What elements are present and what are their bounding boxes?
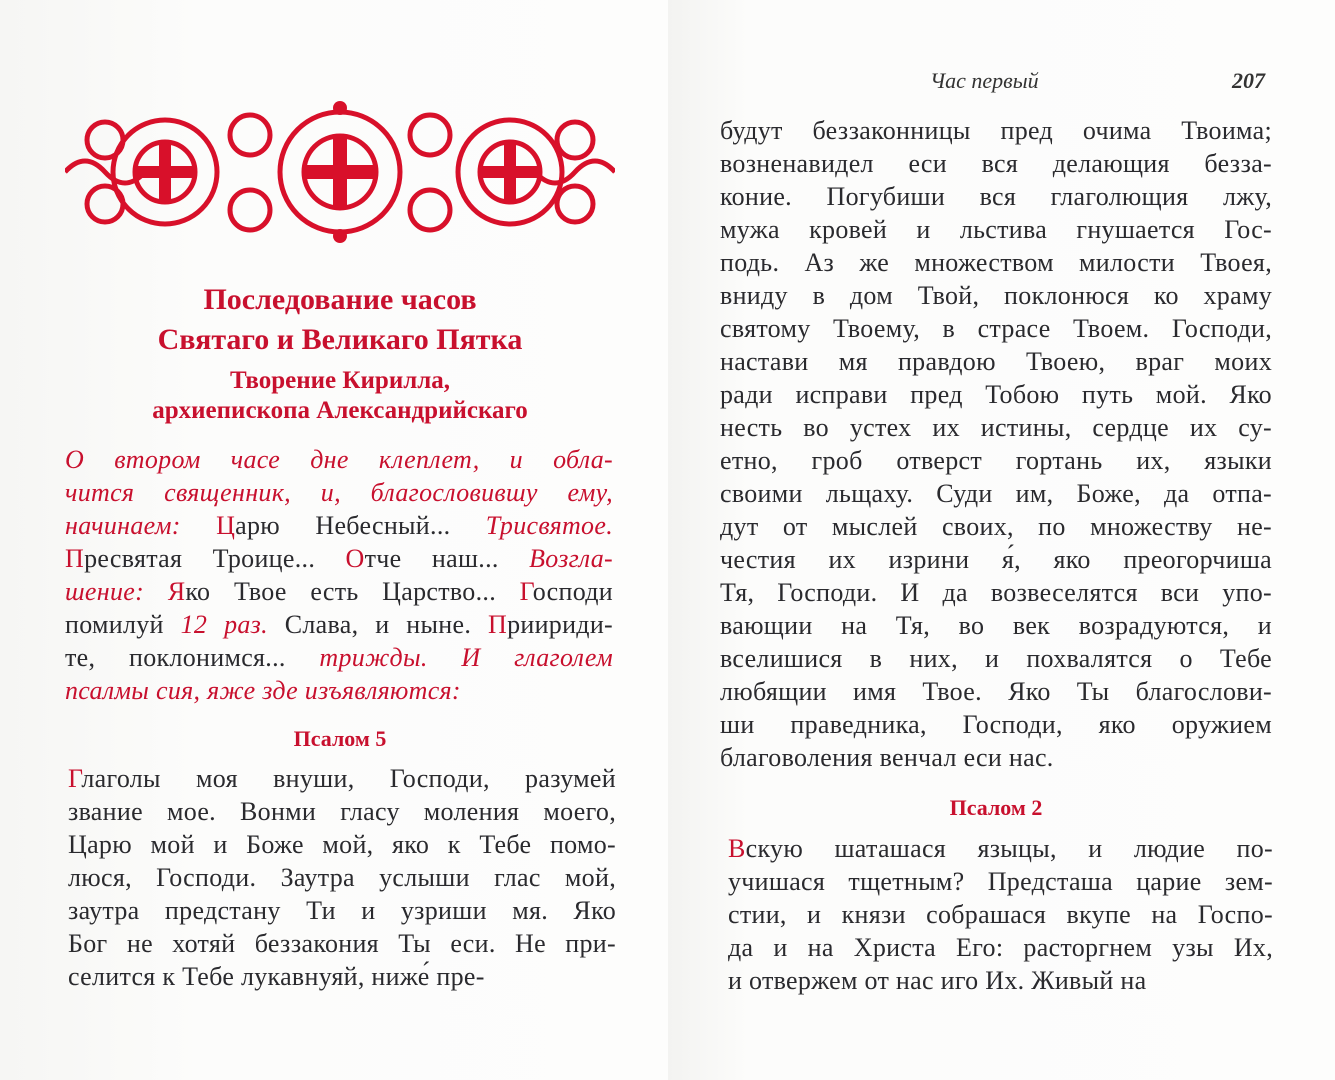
body-text: настави мя правдою Твоею, враг моих xyxy=(720,347,1272,376)
psalm-heading-5: Псалом 5 xyxy=(293,726,387,751)
text-line xyxy=(65,674,613,707)
text-line xyxy=(65,443,613,476)
title-line-1: Последование часов xyxy=(203,283,477,316)
text-line xyxy=(720,741,1272,774)
rubric-text: 12 раз. xyxy=(180,610,285,639)
body-text: селится к Тебе лукавнуяй, ниже́ пре- xyxy=(68,962,485,991)
subtitle-line-2: архиепископа Александрийскаго xyxy=(152,397,528,424)
body-text: вающии на Тя, во век возрадуются, и xyxy=(720,611,1272,640)
body-text: ради исправи пред Тобою путь мой. Яко xyxy=(720,380,1272,409)
body-text: святому Твоему, в страсе Твоем. Господи, xyxy=(720,314,1272,343)
psalm-2-text xyxy=(728,832,1273,997)
rubric-text: Я xyxy=(167,577,186,606)
body-text: скую шаташася языцы, и людие по- xyxy=(745,834,1273,863)
text-line xyxy=(720,477,1272,510)
text-line xyxy=(720,543,1272,576)
text-line xyxy=(68,828,616,861)
text-line xyxy=(720,312,1272,345)
body-text: арю Небесный... xyxy=(235,511,486,540)
body-text: будут беззаконницы пред очима Твоима; xyxy=(720,116,1272,145)
rubric-text: Г xyxy=(519,577,533,606)
body-text: да и на Христа Его: расторгнем узы Их, xyxy=(728,933,1273,962)
rubric-text: П xyxy=(65,544,85,573)
body-text: осподи xyxy=(532,577,613,606)
text-line xyxy=(720,708,1272,741)
text-line xyxy=(720,609,1272,642)
right-page xyxy=(668,0,1335,1080)
body-text: лаголы моя внуши, Господи, разумей xyxy=(81,764,616,793)
body-text: подь. Аз же множеством милости Твоея, xyxy=(720,248,1272,277)
text-line xyxy=(65,476,613,509)
rubric-paragraph xyxy=(65,443,613,707)
text-line xyxy=(68,795,616,828)
rubric-text: шение: xyxy=(65,577,168,606)
body-text: несть во устех их истины, сердце их су- xyxy=(720,413,1272,442)
body-text: те, поклонимся... xyxy=(65,643,320,672)
text-line xyxy=(728,964,1273,997)
rubric-text: О xyxy=(345,544,365,573)
psalm-5-continued xyxy=(720,114,1272,774)
text-line xyxy=(68,927,616,960)
running-title: Час первый xyxy=(930,68,1039,93)
text-line xyxy=(65,575,613,608)
rubric-text: начинаем: xyxy=(65,511,217,540)
text-line xyxy=(65,542,613,575)
body-text: риириди- xyxy=(507,610,614,639)
text-line xyxy=(720,510,1272,543)
text-line xyxy=(65,641,613,674)
body-text: звание мое. Вонми гласу моления моего, xyxy=(68,797,616,826)
body-text: ши праведника, Господи, яко оружием xyxy=(720,710,1272,739)
text-line xyxy=(720,147,1272,180)
body-text: Слава, и ныне. xyxy=(284,610,488,639)
body-text: коние. Погубиши вся глаголющия лжу, xyxy=(720,182,1272,211)
rubric-text: Возгла- xyxy=(529,544,613,573)
text-line xyxy=(720,411,1272,444)
text-line xyxy=(68,861,616,894)
text-line xyxy=(720,675,1272,708)
page-number: 207 xyxy=(1232,68,1265,93)
body-text: дут от мыслей своих, по множеству не- xyxy=(720,512,1272,541)
text-line xyxy=(68,762,616,795)
text-line xyxy=(720,345,1272,378)
body-text: Бог не хотяй беззакония Ты еси. Не при- xyxy=(68,929,616,958)
text-line xyxy=(720,246,1272,279)
rubric-text: В xyxy=(728,834,746,863)
text-line xyxy=(68,894,616,927)
text-line xyxy=(68,960,616,993)
ornament-headpiece xyxy=(65,100,615,245)
body-text: своими льщаху. Суди им, Боже, да отпа- xyxy=(720,479,1272,508)
psalm-5-text xyxy=(68,762,616,993)
body-text: ко Твое есть Царство... xyxy=(185,577,520,606)
body-text: и отвержем от нас иго Их. Живый на xyxy=(728,966,1147,995)
text-line xyxy=(720,114,1272,147)
body-text: ресвятая Троице... xyxy=(84,544,346,573)
body-text: Царю мой и Боже мой, яко к Тебе помо- xyxy=(68,830,616,859)
rubric-text: Ц xyxy=(216,511,236,540)
text-line xyxy=(720,279,1272,312)
text-line xyxy=(720,180,1272,213)
text-line xyxy=(65,509,613,542)
body-text: помилуй xyxy=(65,610,181,639)
rubric-text: псалмы сия, яже зде изъявляются: xyxy=(65,676,461,705)
rubric-text: Трисвятое. xyxy=(485,511,613,540)
text-line xyxy=(728,865,1273,898)
text-line xyxy=(720,576,1272,609)
text-line xyxy=(720,213,1272,246)
rubric-text: П xyxy=(487,610,508,639)
text-line xyxy=(65,608,613,641)
title-line-2: Святаго и Великаго Пятка xyxy=(157,323,523,356)
text-line xyxy=(720,378,1272,411)
text-line xyxy=(728,832,1273,865)
body-text: Тя, Господи. И да возвеселятся вси упо- xyxy=(720,578,1272,607)
body-text: учишася тщетным? Предсташа царие зем- xyxy=(728,867,1273,896)
subtitle-line-1: Творение Кирилла, xyxy=(229,367,451,394)
body-text: вселишися в них, и похвалятся о Тебе xyxy=(720,644,1272,673)
text-line xyxy=(720,642,1272,675)
rubric-text: трижды. И глаголем xyxy=(319,643,613,672)
body-text: люся, Господи. Заутра услыши глас мой, xyxy=(68,863,616,892)
text-line xyxy=(728,931,1273,964)
text-line xyxy=(720,444,1272,477)
body-text: заутра предстану Ти и узриши мя. Яко xyxy=(68,896,616,925)
body-text: любящии имя Твое. Яко Ты благослови- xyxy=(720,677,1272,706)
text-line xyxy=(728,898,1273,931)
body-text: честия их изрини я́, яко преогорчиша xyxy=(720,545,1272,574)
rubric-text: О втором часе дне клеплет, и обла- xyxy=(65,445,613,474)
rubric-text: Г xyxy=(68,764,82,793)
body-text: етно, гроб отверст гортань их, языки xyxy=(720,446,1272,475)
body-text: стии, и князи собрашася вкупе на Госпо- xyxy=(728,900,1273,929)
body-text: тче наш... xyxy=(364,544,530,573)
psalm-heading-2: Псалом 2 xyxy=(949,795,1043,820)
body-text: вниду в дом Твой, поклонюся ко храму xyxy=(720,281,1272,310)
body-text: возненавидел еси вся делающия безза- xyxy=(720,149,1272,178)
body-text: благоволения венчал еси нас. xyxy=(720,743,1054,772)
body-text: мужа кровей и льстива гнушается Гос- xyxy=(720,215,1272,244)
rubric-text: чится священник, и, благословившу ему, xyxy=(65,478,613,507)
